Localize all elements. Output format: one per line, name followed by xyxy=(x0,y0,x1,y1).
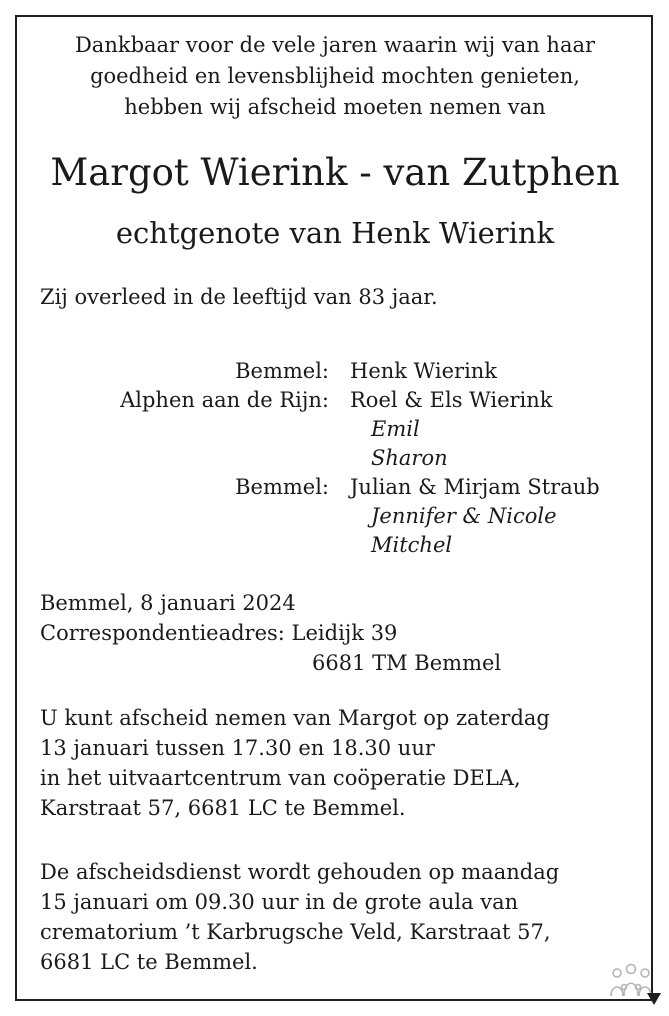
date-address-block xyxy=(40,588,501,678)
intro-line: hebben wij afscheid moeten nemen van xyxy=(124,95,546,119)
grandchild-name: Jennifer & Nicole xyxy=(371,504,557,528)
service-line: 15 januari om 09.30 uur in de grote aula van xyxy=(40,890,519,914)
deceased-name: Margot Wierink - van Zutphen xyxy=(50,151,620,194)
family-place xyxy=(40,415,329,444)
family-row xyxy=(40,473,640,502)
farewell-block xyxy=(40,703,550,823)
family-row xyxy=(40,502,640,531)
farewell-line: U kunt afscheid nemen van Margot op zaterdag xyxy=(40,706,550,730)
spouse-line: echtgenote van Henk Wierink xyxy=(115,216,555,250)
date-line: Bemmel, 8 januari 2024 xyxy=(40,591,296,615)
farewell-line: Karstraat 57, 6681 LC te Bemmel. xyxy=(40,796,406,820)
family-row xyxy=(40,415,640,444)
service-line: De afscheidsdienst wordt gehouden op maandag xyxy=(40,860,560,884)
family-person: Henk Wierink xyxy=(350,359,498,383)
family-row xyxy=(40,386,640,415)
family-place xyxy=(40,531,329,560)
family-person: Roel & Els Wierink xyxy=(350,388,553,412)
farewell-line: 13 januari tussen 17.30 en 18.30 uur xyxy=(40,736,435,760)
address-line: 6681 TM Bemmel xyxy=(312,651,502,675)
service-line: crematorium ’t Karbrugsche Veld, Karstraat 57, xyxy=(40,920,551,944)
family-row xyxy=(40,357,640,386)
family-row xyxy=(40,531,640,560)
service-block xyxy=(40,857,559,977)
grandchild-name: Sharon xyxy=(371,446,448,470)
family-place: Alphen aan de Rijn: xyxy=(120,388,329,412)
family-row xyxy=(40,444,640,473)
family-person: Julian & Mirjam Straub xyxy=(350,475,600,499)
intro-text xyxy=(17,30,653,123)
grandchild-name: Emil xyxy=(371,417,420,441)
age-line: Zij overleed in de leeftijd van 83 jaar. xyxy=(40,285,438,309)
family-place xyxy=(40,444,329,473)
family-list xyxy=(40,357,640,560)
address-line: Correspondentieadres: Leidijk 39 xyxy=(40,621,398,645)
triangle-down-icon xyxy=(646,992,662,1006)
family-place: Bemmel: xyxy=(235,359,329,383)
intro-line: Dankbaar voor de vele jaren waarin wij van haar xyxy=(74,33,596,57)
farewell-line: in het uitvaartcentrum van coöperatie DELA, xyxy=(40,766,521,790)
family-place: Bemmel: xyxy=(235,475,329,499)
service-line: 6681 LC te Bemmel. xyxy=(40,950,258,974)
family-place xyxy=(40,502,329,531)
grandchild-name: Mitchel xyxy=(371,533,453,557)
intro-line: goedheid en levensblijheid mochten genieten, xyxy=(90,64,580,88)
